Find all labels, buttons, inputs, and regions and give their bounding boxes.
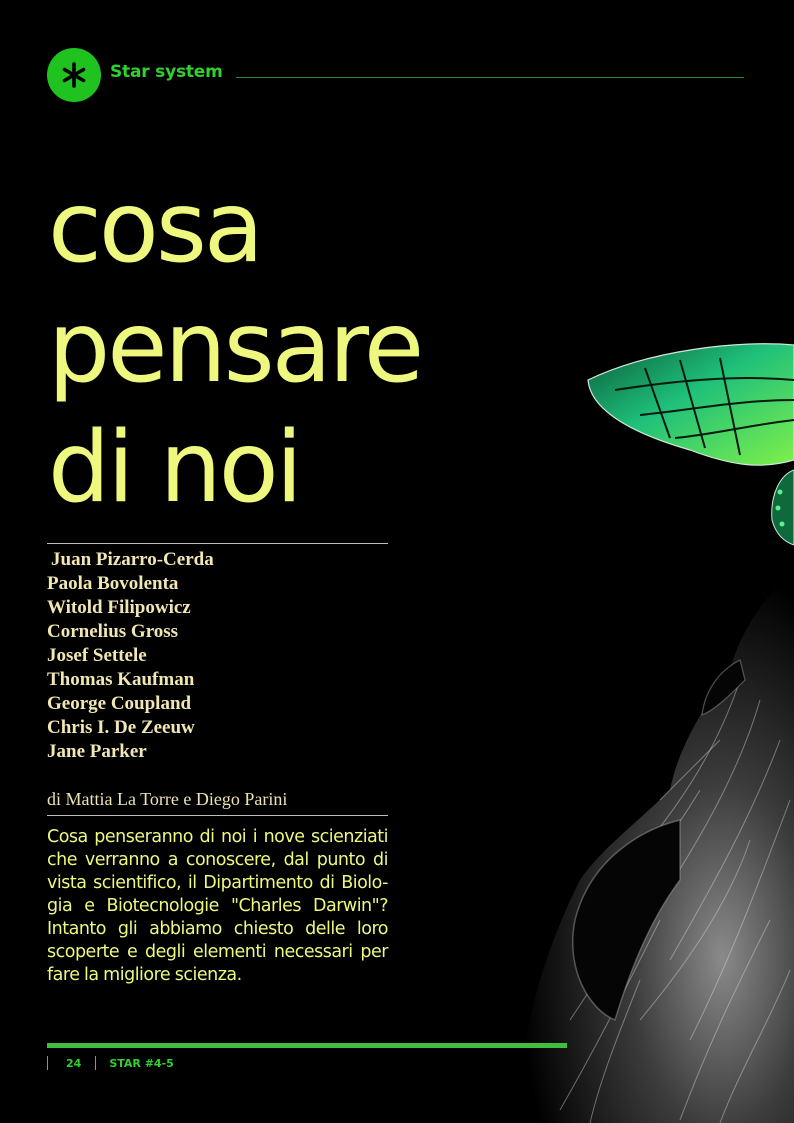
scientist-name: Paola Bovolenta [47,573,179,594]
intro-paragraph: Cosa penseranno di noi i nove scienziati che verranno a conoscere, dal punto di vista scientifico, il Dipartimento di Biolo-gia e Biotecnologie "Charles Darwin"? Intanto gli abbiamo chiesto delle loro scoperte e degli elementi necessari per fare la migliore scienza. [47,827,388,985]
article-title [48,168,421,528]
scientist-name: Josef Settele [47,645,147,666]
section-label: Star system [110,62,223,82]
scientist-name: Cornelius Gross [47,621,179,642]
footer-divider [95,1056,96,1070]
scientist-name: Thomas Kaufman [47,669,195,690]
hero-image [440,320,794,1123]
scientist-list [47,548,214,764]
byline-divider [47,815,388,816]
footer-bar [47,1043,567,1048]
asterisk-icon [59,60,89,90]
scientist-name: Jane Parker [47,741,147,762]
page-number: 24 [66,1056,82,1070]
scientist-name: Witold Filipowicz [47,597,191,618]
section-badge [47,48,101,102]
issue-label: STAR #4-5 [109,1056,174,1070]
title-divider [47,543,388,544]
footer-divider [47,1056,48,1070]
header-divider [236,77,744,78]
scientist-name: Juan Pizarro-Cerda [51,549,214,570]
title-line: pensare [48,291,422,405]
byline: di Mattia La Torre e Diego Parini [47,789,288,809]
scientist-name: George Coupland [47,693,192,714]
scientist-name: Chris I. De Zeeuw [47,717,195,738]
title-line: cosa [48,171,261,285]
page-footer [47,1056,174,1070]
title-line: di noi [48,411,300,525]
